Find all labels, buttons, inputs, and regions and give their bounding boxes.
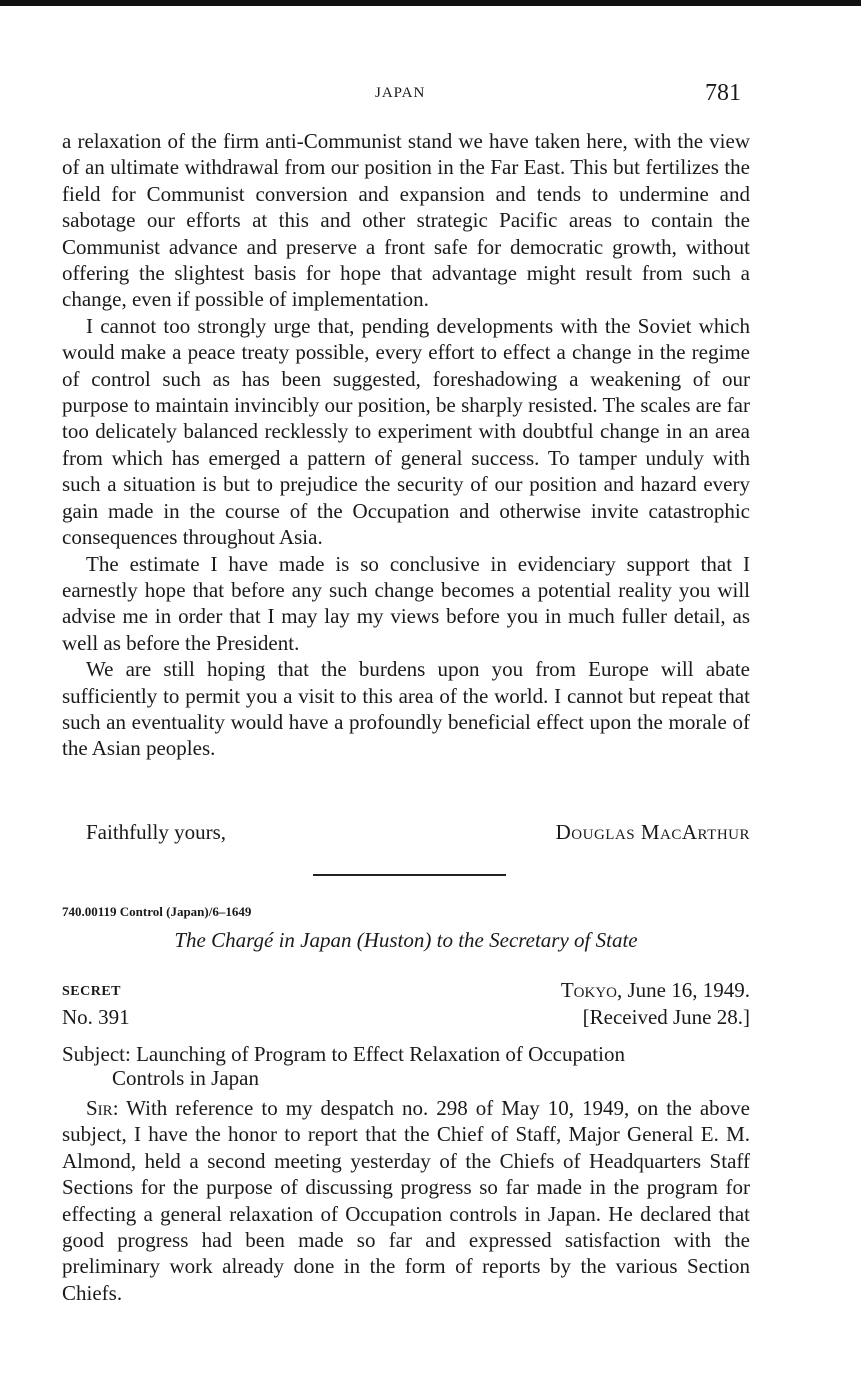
section-divider [313,874,506,876]
signature: Douglas MacArthur [555,820,750,844]
despatch-meta-row-1 [62,978,750,1006]
letter-closing [62,820,750,850]
letter-paragraph: We are still hoping that the burdens upon you from Europe will abate sufficiently to permit you a visit to this area of the world. I cannot but repeat that such an eventuality would have a profoundly beneficial effect upon the morale of the Asian peoples. [62,657,750,761]
despatch-meta-row-2 [62,1005,750,1033]
received-date: [Received June 28.] [582,1005,750,1029]
running-title: JAPAN [375,85,426,101]
despatch-number: No. 391 [62,1005,130,1029]
subject-line [62,1042,750,1066]
subject-block [62,1042,750,1090]
place-date [561,978,750,1003]
letter-paragraph: I cannot too strongly urge that, pending developments with the Soviet which would make a peace treaty possible, every effort to effect a change in the regime of control such as has been suggested, foreshadowing a weakening of our purpose to maintain invincibly our position, be sharply resisted. The scales are far too delicately balanced recklessly to experiment with doubtful change in an area from which has emerged a pattern of general success. To tamper unduly with such a situation is but to prejudice the security of our position and hazard every gain made in the course of the Occupation and otherwise invite catastrophic consequences throughout Asia. [62,313,750,550]
letter-paragraph: a relaxation of the firm anti-Communist stand we have taken here, with the view of an ultimate withdrawal from our position in the Far East. This but fertilizes the field for Communist conversion and expansion and tends to undermine and sabotage our efforts at this and other strategic Pacific areas to contain the Communist advance and preserve a front safe for democratic growth, without offering the slightest basis for hope that advantage might result from such a change, even if possible of implementation. [62,129,750,312]
letter-body [62,128,750,762]
salutation: Sir [86,1096,113,1120]
file-reference: 740.00119 Control (Japan)/6–1649 [62,904,252,919]
place: Tokyo [560,978,617,1002]
date: , June 16, 1949. [617,978,750,1002]
document-title: The Chargé in Japan (Huston) to the Secretary of State [174,928,638,952]
page-number: 781 [705,80,741,106]
despatch-body-text: : With reference to my despatch no. 298 of May 10, 1949, on the above subject, I have the honor to report that the Chief of Staff, Major General E. M. Almond, held a second meeting yesterday of the Chiefs of Headquarters Staff Sections for the purpose of discussing progress so far made in the program for effecting a general relaxation of Occupation controls in Japan. He declared that good progress had been made so far and expressed satisfaction with the preliminary work already done in the form of reports by the various Section Chiefs. [62,1096,750,1305]
despatch-paragraph [62,1095,750,1306]
despatch-body [62,1095,750,1306]
subject-line-continued: Controls in Japan [112,1066,259,1090]
complimentary-close: Faithfully yours, [86,820,226,844]
letter-paragraph: The estimate I have made is so conclusive in evidenciary support that I earnestly hope that before any such change becomes a potential reality you will advise me in order that I may lay my views before you in much fuller detail, as well as before the President. [62,551,750,655]
subject-label: Subject: [62,1042,131,1066]
top-border-line [0,0,861,6]
running-head [0,80,861,110]
subject-text-1: Launching of Program to Effect Relaxation of Occupation [136,1042,625,1066]
classification-marking: SECRET [62,984,122,999]
